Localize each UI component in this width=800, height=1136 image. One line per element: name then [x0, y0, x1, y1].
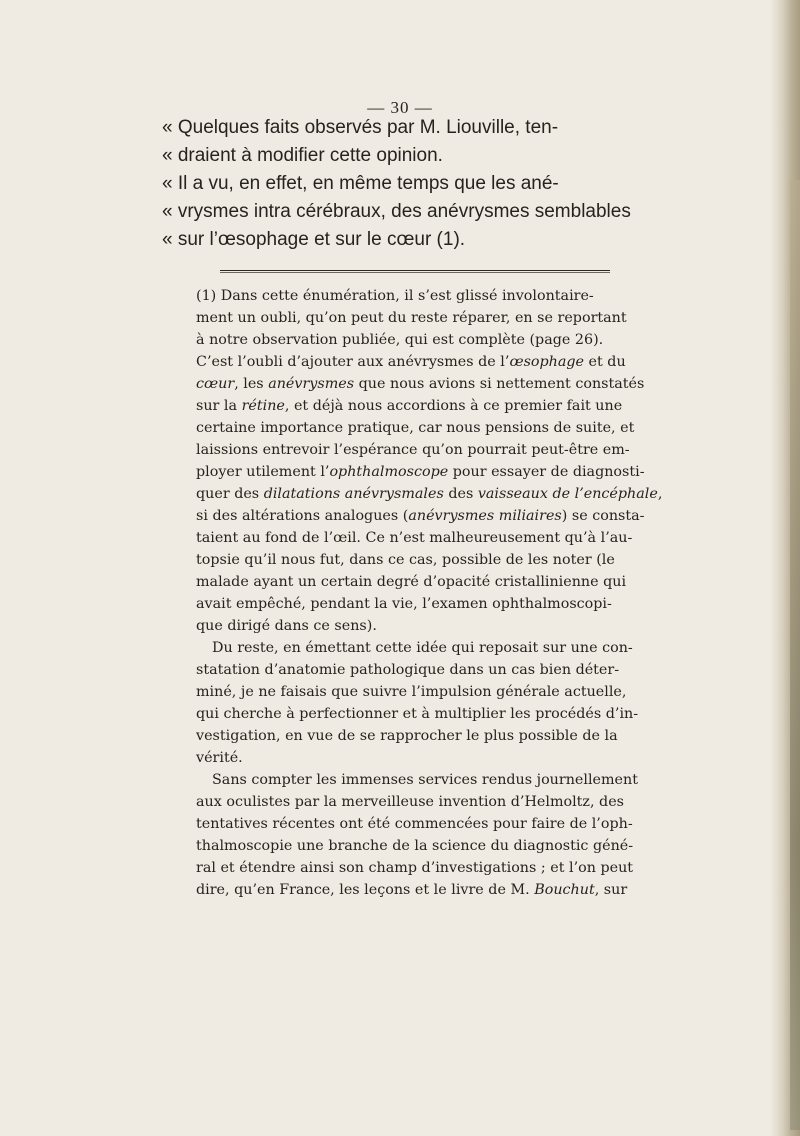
- footnote-text: C’est l’oubli d’ajouter aux anévrysmes de l’: [196, 354, 510, 370]
- footnote-line: [196, 373, 656, 395]
- footnote-text: pour essayer de diagnosti-: [448, 464, 645, 480]
- footnote-separator: [220, 270, 610, 273]
- footnote-line: [196, 483, 663, 505]
- footnote-italic: vaisseaux de l’encéphale: [477, 486, 658, 502]
- footnote-line: vérité.: [196, 750, 243, 766]
- footnote-line: que dirigé dans ce sens).: [196, 618, 377, 634]
- footnote-text: ) se consta-: [561, 508, 645, 524]
- footnote-text: , sur: [594, 882, 628, 898]
- footnote-line: certaine importance pratique, car nous pensions de suite, et: [196, 420, 635, 436]
- footnote-text: dire, qu’en France, les leçons et le livre de M.: [196, 882, 535, 898]
- footnote-italic: anévrysmes: [268, 376, 355, 392]
- footnote-text: , et déjà nous accordions à ce premier fait une: [284, 398, 623, 414]
- footnote-line: [196, 879, 656, 901]
- quote-line: « sur l’œsophage et sur le cœur (1).: [162, 229, 466, 250]
- page-edge-shadow: [770, 0, 800, 1136]
- footnote-text: ,: [657, 486, 663, 502]
- footnote-line: taient au fond de l’œil. Ce n’est malheureusement qu’à l’au-: [196, 530, 633, 546]
- footnote-line: [196, 351, 656, 373]
- footnote-text: et du: [584, 354, 626, 370]
- footnote-line: avait empêché, pendant la vie, l’examen ophthalmoscopi-: [196, 596, 612, 612]
- footnote-italic: cœur: [196, 376, 235, 392]
- footnote-line: miné, je ne faisais que suivre l’impulsion générale actuelle,: [196, 684, 627, 700]
- footnote-line: aux oculistes par la merveilleuse invention d’Helmoltz, des: [196, 794, 624, 810]
- footnote-line: [196, 461, 656, 483]
- footnote-line: Du reste, en émettant cette idée qui reposait sur une con-: [212, 640, 633, 656]
- footnote-line: malade ayant un certain degré d’opacité cristallinienne qui: [196, 574, 627, 590]
- footnote-italic: rétine: [241, 398, 285, 414]
- footnote-line: à notre observation publiée, qui est complète (page 26).: [196, 332, 604, 348]
- footnote-line: [196, 505, 656, 527]
- page-number: — 30 —: [367, 98, 433, 117]
- footnote-italic: Bouchut: [534, 882, 595, 898]
- footnote-line: laissions entrevoir l’espérance qu’on pourrait peut-être em-: [196, 442, 630, 458]
- footnote-line: tentatives récentes ont été commencées pour faire de l’oph-: [196, 816, 633, 832]
- footnote-text: , les: [234, 376, 269, 392]
- footnote-line: (1) Dans cette énumération, il s’est glissé involontaire-: [196, 288, 594, 304]
- footnote-italic: dilatations anévrysmales: [263, 486, 444, 502]
- footnote-line: thalmoscopie une branche de la science du diagnostic géné-: [196, 838, 634, 854]
- footnote-text: sur la: [196, 398, 242, 414]
- footnote-line: vestigation, en vue de se rapprocher le plus possible de la: [196, 728, 618, 744]
- footnote-line: ment un oubli, qu’on peut du reste réparer, en se reportant: [196, 310, 627, 326]
- footnote-line: topsie qu’il nous fut, dans ce cas, possible de les noter (le: [196, 552, 615, 568]
- footnote-text: que nous avions si nettement constatés: [354, 376, 645, 392]
- footnote-text: quer des: [196, 486, 264, 502]
- footnote-italic: œsophage: [509, 354, 585, 370]
- footnote-text: ployer utilement l’: [196, 464, 330, 480]
- footnote-line: Sans compter les immenses services rendus journellement: [212, 772, 638, 788]
- footnote-line: ral et étendre ainsi son champ d’investigations ; et l’on peut: [196, 860, 634, 876]
- footnote-text: si des altérations analogues (: [196, 508, 409, 524]
- quote-line: « Il a vu, en effet, en même temps que les ané-: [162, 173, 559, 194]
- quote-line: « vrysmes intra cérébraux, des anévrysmes semblables: [162, 201, 631, 222]
- quote-line: « Quelques faits observés par M. Liouville, ten-: [162, 117, 559, 138]
- footnote-italic: ophthalmoscope: [329, 464, 449, 480]
- footnote-line: qui cherche à perfectionner et à multiplier les procédés d’in-: [196, 706, 639, 722]
- quote-line: « draient à modifier cette opinion.: [162, 145, 443, 166]
- footnote-italic: anévrysmes miliaires: [408, 508, 562, 524]
- footnote-line: [196, 395, 656, 417]
- footnote-text: des: [443, 486, 478, 502]
- footnote-line: statation d’anatomie pathologique dans un cas bien déter-: [196, 662, 620, 678]
